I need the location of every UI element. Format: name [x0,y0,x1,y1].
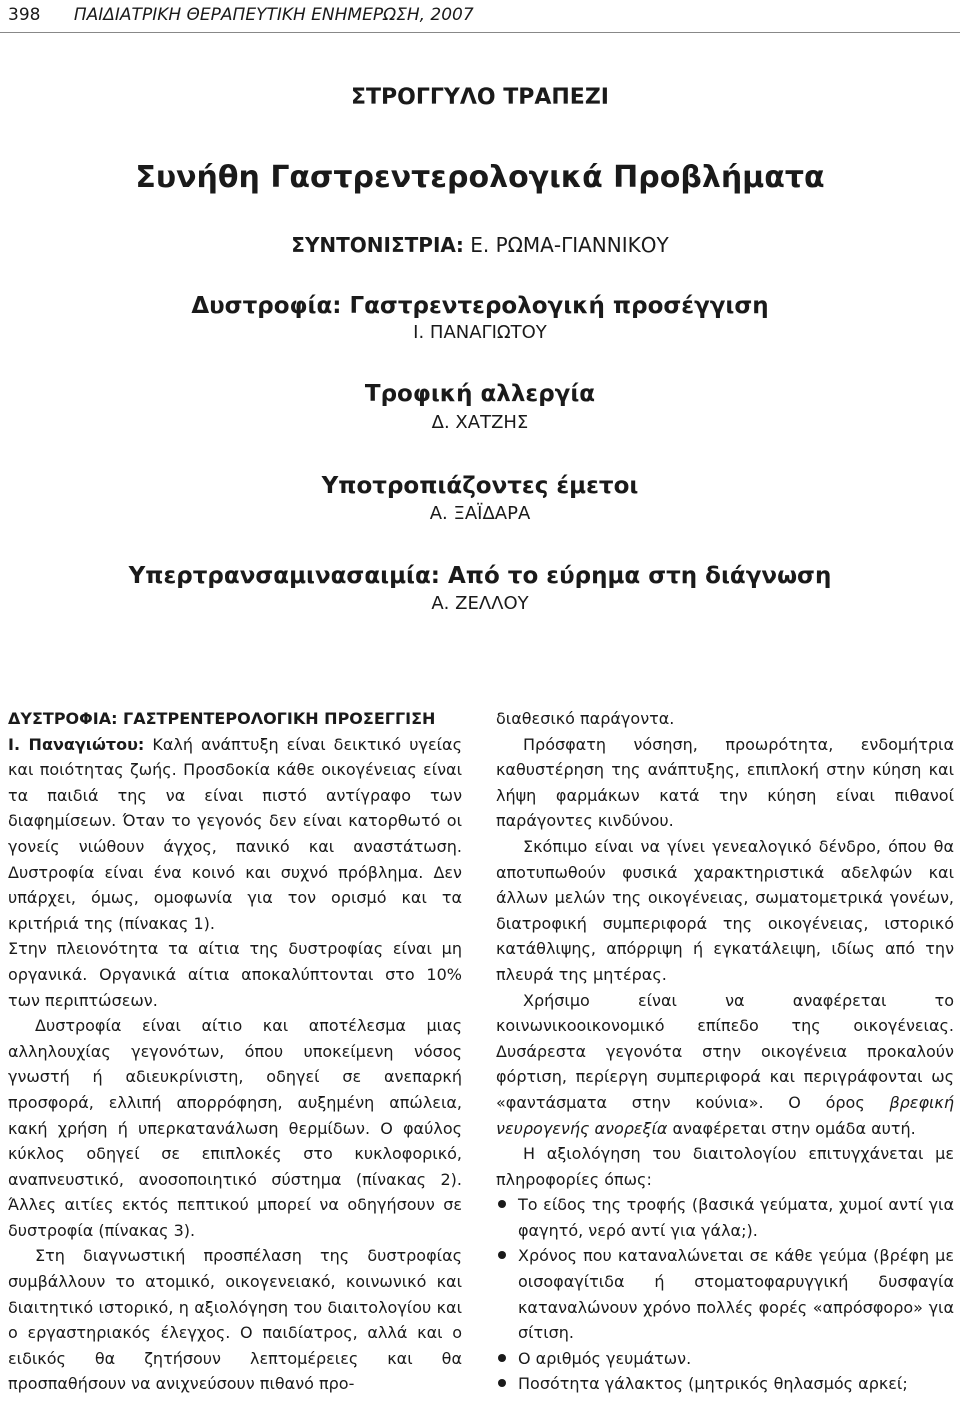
page-number: 398 [8,5,41,25]
talk-author-3: Α. ΞΑΪΔΑΡΑ [429,503,531,524]
main-title: Συνήθη Γαστρεντερολογικά Προβλήματα [135,160,825,195]
paragraph: Σκόπιμο είναι να γίνει γενεαλογικό δένδρο, όπου θα αποτυπωθούν φυσικά χαρακτηριστικά αδελφών και άλλων μελών της οικογένειας, σωματομετρικά γονέων, διατροφική συμπεριφορά της οικογένειας, ιστορικό κατάθλιψης, απόρριψη ή εγκατάλειψη, ιδίως από την πλευρά της μητέρας. [496,836,954,984]
right-column [496,706,954,1397]
talk-author-4: Α. ΖΕΛΛΟΥ [431,593,529,614]
paragraph: Στη διαγνωστική προσπέλαση της δυστροφίας συμβάλλουν το ατομικό, οικογενειακό, κοινωνικό και διαιτητικό ιστορικό, η αξιολόγηση του διαιτολογίου και ο εργαστηριακός έλεγχος. Ο παιδίατρος, αλλά και ο ειδικός θα ζητήσουν λεπτομέρειες και θα προσπαθήσουν να ανιχνεύσουν πιθανό προ- [8,1246,462,1394]
article-subheading: ΔΥΣΤΡΟΦΙΑ: ΓΑΣΤΡΕΝΤΕΡΟΛΟΓΙΚΗ ΠΡΟΣΕΓΓΙΣΗ [8,709,436,728]
bullet-list [496,1192,954,1397]
paragraph-text: αναφέρεται στην ομάδα αυτή. [667,1118,916,1138]
bullet-item: Ο αριθμός γευμάτων. [496,1346,954,1372]
paragraph: Στην πλειονότητα τα αίτια της δυστροφίας είναι μη οργανικά. Οργανικά αίτια αποκαλύπτονται στο 10% των περιπτώσεων. [8,939,462,1010]
author-lead: Ι. Παναγιώτου: [8,734,145,754]
talk-author-1: Ι. ΠΑΝΑΓΙΩΤΟΥ [413,322,547,343]
talk-title-4: Υπερτρανσαμινασαιμία: Από το εύρημα στη διάγνωση [128,563,832,589]
header-rule [0,32,960,33]
paragraph: Δυστροφία είναι αίτιο και αποτέλεσμα μιας αλληλουχίας γεγονότων, όπου υποκείμενη νόσος γνωστή ή αδιευκρίνιστη, οδηγεί σε ανεπαρκή προσφορά, ελλιπή απορρόφηση, αυξημένη απώλεια, κακή χρήση ή υπερκατανάλωση θερμίδων. Ο φαύλος κύκλος οδηγεί σε επιπλοκές στο κυκλοφορικό, αναπνευστικό, ανοσοποιητικό σύστημα (πίνακας 2). Άλλες αιτίες εκτός πεπτικού μπορεί να οδηγήσουν σε δυστροφία (πίνακας 3). [8,1016,462,1240]
bullet-item: Ποσότητα γάλακτος (μητρικός θηλασμός αρκεί; [496,1371,954,1397]
italic-term: βρεφική νευρογενής ανορεξία [496,1092,954,1138]
talk-title-3: Υποτροπιάζοντες έμετοι [321,473,639,499]
journal-name: ΠΑΙΔΙΑΤΡΙΚΗ ΘΕΡΑΠΕΥΤΙΚΗ ΕΝΗΜΕΡΩΣΗ, 2007 [73,5,474,25]
paragraph [8,732,462,937]
talk-title-2: Τροφική αλλεργία [364,381,596,407]
paragraph-text: Καλή ανάπτυξη είναι δεικτικό υγείας και ποιότητας ζωής. Προσδοκία κάθε οικογένειας είναι τα παιδιά της να είναι πιστό αντίγραφο των διαφημίσεων. Όταν το γεγονός δεν είναι κατορθωτό οι γονείς νιώθουν άγχος, πανικό και αναστάτωση. Δυστροφία είναι ένα κοινό και συχνό πρόβλημα. Δεν υπάρχει, όμως, ομοφωνία για τον ορισμό και τα κριτήριά της (πίνακας 1). [8,734,462,933]
paragraph [496,988,954,1142]
coordinator-label: ΣΥΝΤΟΝΙΣΤΡΙΑ: [291,233,464,257]
coordinator-name: Ε. ΡΩΜΑ-ΓΙΑΝΝΙΚΟΥ [470,233,669,257]
talk-title-1: Δυστροφία: Γαστρεντερολογική προσέγγιση [191,293,769,319]
left-column [8,706,462,1397]
paragraph: Πρόσφατη νόσηση, προωρότητα, ενδομήτρια καθυστέρηση της ανάπτυξης, επιπλοκή στην κύηση και λήψη φαρμάκων κατά την κύηση είναι πιθανοί παράγοντες κινδύνου. [496,734,954,831]
paragraph: διαθεσικό παράγοντα. [496,709,675,728]
bullet-item: Χρόνος που καταναλώνεται σε κάθε γεύμα (βρέφη με οισοφαγίτιδα ή στοματοφαρυγγική δυσφαγία καταναλώνουν χρόνο πολλές φορές «απρόσφορο» για σίτιση. [496,1243,954,1345]
section-title: ΣΤΡΟΓΓΥΛΟ ΤΡΑΠΕΖΙ [351,85,609,110]
coordinator-line [0,233,960,257]
paragraph-text: Χρήσιμο είναι να αναφέρεται το κοινωνικοοικονομικό επίπεδο της οικογένειας. Δυσάρεστα γεγονότα στην οικογένεια προκαλούν φόρτιση, περίεργη συμπεριφορά και περιγράφονται ως «φαντάσματα στην κούνια». Ο όρος [496,990,954,1112]
running-head [8,4,940,26]
talk-author-2: Δ. ΧΑΤΖΗΣ [431,412,529,433]
paragraph: Η αξιολόγηση του διαιτολογίου επιτυγχάνεται με πληροφορίες όπως: [496,1144,954,1189]
bullet-item: Το είδος της τροφής (βασικά γεύματα, χυμοί αντί για φαγητό, νερό αντί για γάλα;). [496,1192,954,1243]
